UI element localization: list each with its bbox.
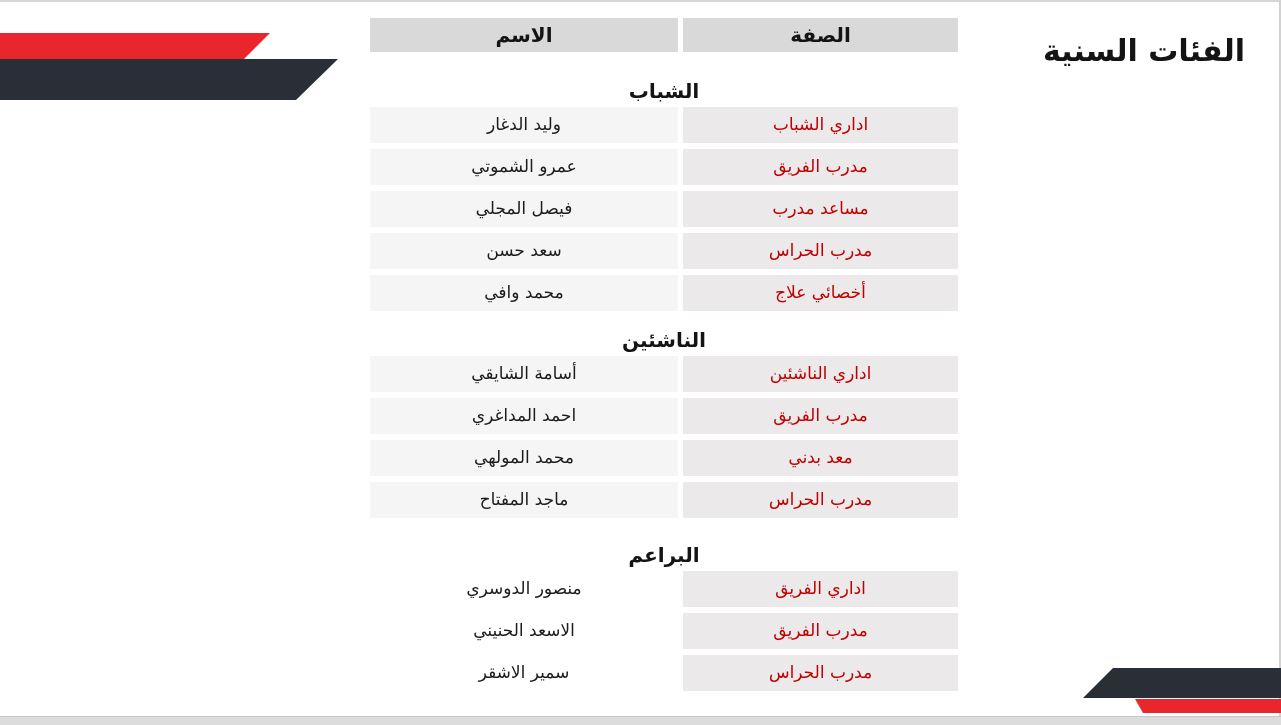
role-cell-label: اداري الفريق	[775, 579, 866, 599]
table-section	[370, 542, 958, 691]
section-heading: الناشئين	[621, 328, 707, 352]
name-cell	[370, 482, 678, 518]
table-row	[370, 356, 958, 392]
name-cell-label: عمرو الشموتي	[471, 157, 577, 177]
role-cell-label: مدرب الحراس	[768, 663, 873, 683]
column-header-role	[683, 18, 958, 52]
name-cell	[370, 398, 678, 434]
name-cell	[370, 107, 678, 143]
table-row	[370, 613, 958, 649]
name-cell-label: سعد حسن	[486, 241, 562, 261]
name-cell-label: ماجد المفتاح	[479, 490, 569, 510]
name-cell-label: الاسعد الحنيني	[473, 621, 575, 641]
bottom-right-red-ribbon	[1135, 699, 1281, 713]
table-row	[370, 655, 958, 691]
name-cell	[370, 571, 678, 607]
role-cell-label: مساعد مدرب	[772, 199, 869, 219]
name-cell-label: فيصل المجلي	[475, 199, 573, 219]
name-cell-label: احمد المداغري	[471, 406, 577, 426]
column-header-role-label: الصفة	[790, 23, 851, 47]
name-cell-label: محمد وافي	[484, 283, 564, 303]
role-cell	[683, 398, 958, 434]
role-cell-label: أخصائي علاج	[775, 283, 866, 303]
name-cell-label: أسامة الشايقي	[471, 364, 577, 384]
role-cell-label: مدرب الفريق	[773, 406, 868, 426]
table-row	[370, 191, 958, 227]
name-cell	[370, 275, 678, 311]
name-cell	[370, 655, 678, 691]
name-cell	[370, 613, 678, 649]
role-cell-label: مدرب الحراس	[768, 241, 873, 261]
name-cell	[370, 233, 678, 269]
role-cell	[683, 107, 958, 143]
table-section	[370, 327, 958, 518]
table-row	[370, 398, 958, 434]
name-cell	[370, 149, 678, 185]
table-row	[370, 440, 958, 476]
role-cell	[683, 440, 958, 476]
name-cell-label: منصور الدوسري	[466, 579, 582, 599]
top-left-dark-ribbon	[0, 59, 338, 100]
role-cell	[683, 655, 958, 691]
table-body	[370, 78, 958, 691]
table-row	[370, 107, 958, 143]
table-header-row	[370, 18, 958, 52]
role-cell	[683, 356, 958, 392]
table-row	[370, 149, 958, 185]
section-heading: البراعم	[628, 543, 700, 567]
name-cell	[370, 440, 678, 476]
name-cell	[370, 191, 678, 227]
role-cell	[683, 482, 958, 518]
role-cell	[683, 613, 958, 649]
role-cell	[683, 275, 958, 311]
column-header-name	[370, 18, 678, 52]
role-cell-label: مدرب الفريق	[773, 621, 868, 641]
name-cell-label: سمير الاشقر	[478, 663, 570, 683]
name-cell-label: وليد الدغار	[487, 115, 561, 135]
page-title: الفئات السنية	[1042, 34, 1245, 69]
name-cell	[370, 356, 678, 392]
role-cell	[683, 191, 958, 227]
role-cell-label: معد بدني	[788, 448, 853, 468]
column-header-name-label: الاسم	[495, 23, 553, 47]
table-row	[370, 233, 958, 269]
role-cell	[683, 571, 958, 607]
staff-table	[370, 18, 958, 697]
table-section	[370, 78, 958, 311]
role-cell	[683, 149, 958, 185]
section-heading: الشباب	[628, 79, 700, 103]
table-row	[370, 482, 958, 518]
role-cell-label: اداري الناشئين	[769, 364, 872, 384]
name-cell-label: محمد المولهي	[474, 448, 574, 468]
table-row	[370, 571, 958, 607]
top-left-red-ribbon	[0, 33, 270, 59]
table-row	[370, 275, 958, 311]
slide-edge-top	[0, 0, 1281, 2]
role-cell-label: مدرب الحراس	[768, 490, 873, 510]
bottom-right-dark-ribbon	[1083, 668, 1281, 698]
role-cell-label: اداري الشباب	[772, 115, 869, 135]
role-cell	[683, 233, 958, 269]
role-cell-label: مدرب الفريق	[773, 157, 868, 177]
slide-edge-bottom	[0, 716, 1281, 725]
